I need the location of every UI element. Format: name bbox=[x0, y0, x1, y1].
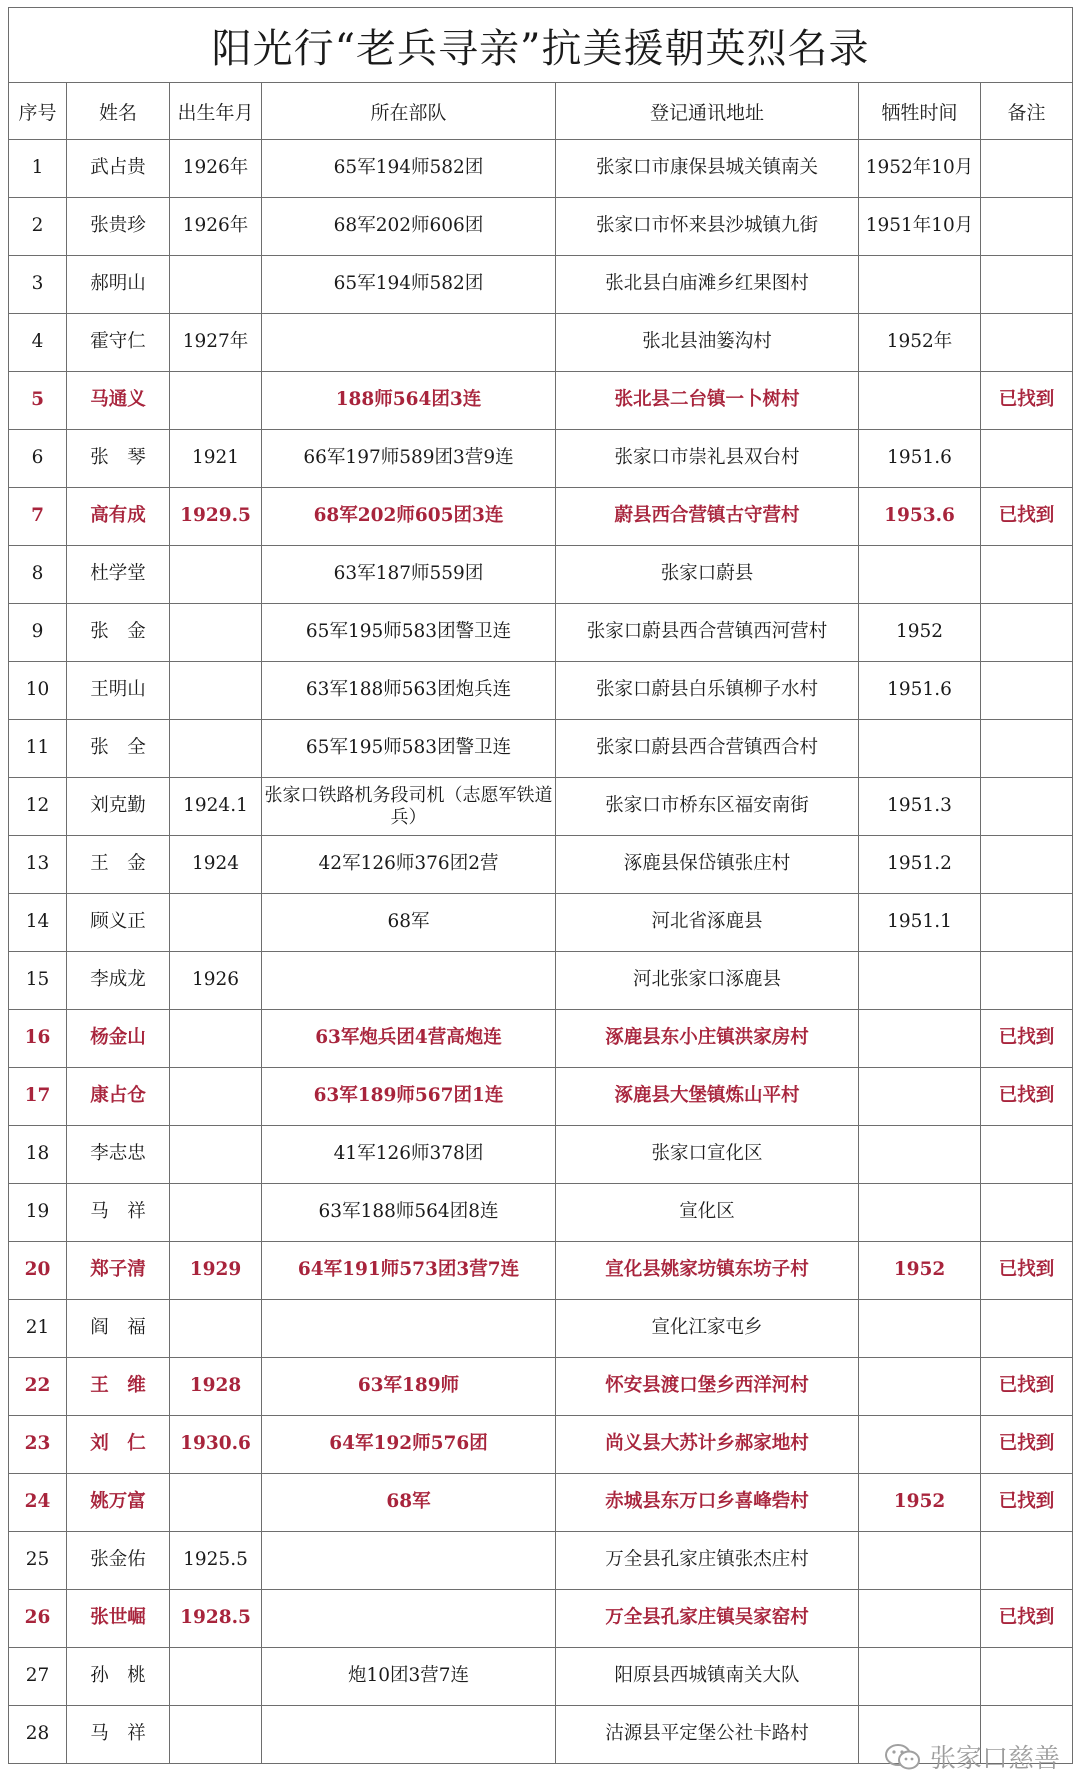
cell-unit bbox=[262, 952, 556, 1010]
table-row bbox=[9, 256, 1073, 314]
cell-note bbox=[981, 314, 1073, 372]
cell-no: 15 bbox=[9, 952, 67, 1010]
cell-note bbox=[981, 1648, 1073, 1706]
cell-death bbox=[859, 372, 981, 430]
cell-death: 1951.1 bbox=[859, 894, 981, 952]
cell-birth bbox=[170, 604, 262, 662]
cell-address: 张家口蔚县西合营镇西合村 bbox=[556, 720, 859, 778]
cell-name: 郑子清 bbox=[67, 1242, 170, 1300]
cell-unit: 188师564团3连 bbox=[262, 372, 556, 430]
roster-body bbox=[9, 140, 1073, 1764]
cell-name: 张 琴 bbox=[67, 430, 170, 488]
cell-name: 顾义正 bbox=[67, 894, 170, 952]
table-row bbox=[9, 894, 1073, 952]
cell-address: 宣化江家屯乡 bbox=[556, 1300, 859, 1358]
table-row bbox=[9, 1590, 1073, 1648]
cell-name: 阎 福 bbox=[67, 1300, 170, 1358]
table-row bbox=[9, 720, 1073, 778]
table-row bbox=[9, 778, 1073, 836]
cell-name: 张贵珍 bbox=[67, 198, 170, 256]
cell-birth: 1928.5 bbox=[170, 1590, 262, 1648]
header-unit: 所在部队 bbox=[262, 83, 556, 140]
table-row bbox=[9, 1126, 1073, 1184]
cell-address: 张家口市怀来县沙城镇九街 bbox=[556, 198, 859, 256]
header-no: 序号 bbox=[9, 83, 67, 140]
table-row bbox=[9, 430, 1073, 488]
cell-address: 张北县二台镇一卜树村 bbox=[556, 372, 859, 430]
cell-unit: 68军202师606团 bbox=[262, 198, 556, 256]
cell-no: 5 bbox=[9, 372, 67, 430]
table-row bbox=[9, 1358, 1073, 1416]
cell-note: 已找到 bbox=[981, 372, 1073, 430]
cell-name: 刘克勤 bbox=[67, 778, 170, 836]
cell-death bbox=[859, 1068, 981, 1126]
cell-birth bbox=[170, 1010, 262, 1068]
cell-name: 姚万富 bbox=[67, 1474, 170, 1532]
cell-no: 11 bbox=[9, 720, 67, 778]
cell-death: 1951.6 bbox=[859, 430, 981, 488]
cell-note: 已找到 bbox=[981, 488, 1073, 546]
cell-note bbox=[981, 198, 1073, 256]
cell-name: 张 全 bbox=[67, 720, 170, 778]
cell-birth bbox=[170, 894, 262, 952]
table-row bbox=[9, 488, 1073, 546]
cell-unit: 41军126师378团 bbox=[262, 1126, 556, 1184]
cell-death: 1952 bbox=[859, 604, 981, 662]
cell-birth bbox=[170, 1068, 262, 1126]
cell-birth bbox=[170, 720, 262, 778]
cell-no: 25 bbox=[9, 1532, 67, 1590]
cell-no: 1 bbox=[9, 140, 67, 198]
cell-name: 郝明山 bbox=[67, 256, 170, 314]
cell-no: 13 bbox=[9, 836, 67, 894]
cell-note: 已找到 bbox=[981, 1416, 1073, 1474]
cell-note bbox=[981, 430, 1073, 488]
cell-no: 14 bbox=[9, 894, 67, 952]
cell-death: 1951.2 bbox=[859, 836, 981, 894]
martyr-roster-table bbox=[8, 7, 1073, 1764]
header-note: 备注 bbox=[981, 83, 1073, 140]
table-row bbox=[9, 314, 1073, 372]
cell-name: 康占仓 bbox=[67, 1068, 170, 1126]
cell-death: 1951.6 bbox=[859, 662, 981, 720]
cell-note bbox=[981, 778, 1073, 836]
cell-address: 张家口市桥东区福安南街 bbox=[556, 778, 859, 836]
cell-address: 宣化县姚家坊镇东坊子村 bbox=[556, 1242, 859, 1300]
cell-birth: 1929.5 bbox=[170, 488, 262, 546]
cell-death bbox=[859, 1648, 981, 1706]
cell-death: 1951.3 bbox=[859, 778, 981, 836]
cell-death: 1952 bbox=[859, 1474, 981, 1532]
cell-death bbox=[859, 1010, 981, 1068]
cell-birth bbox=[170, 662, 262, 720]
cell-no: 4 bbox=[9, 314, 67, 372]
header-death: 牺牲时间 bbox=[859, 83, 981, 140]
cell-birth: 1930.6 bbox=[170, 1416, 262, 1474]
cell-no: 22 bbox=[9, 1358, 67, 1416]
cell-address: 河北张家口涿鹿县 bbox=[556, 952, 859, 1010]
header-name: 姓名 bbox=[67, 83, 170, 140]
cell-unit: 65军195师583团警卫连 bbox=[262, 604, 556, 662]
cell-death bbox=[859, 1590, 981, 1648]
watermark-text: 张家口慈善 bbox=[929, 1744, 1060, 1774]
cell-no: 17 bbox=[9, 1068, 67, 1126]
cell-birth bbox=[170, 1474, 262, 1532]
cell-birth: 1924.1 bbox=[170, 778, 262, 836]
cell-unit: 66军197师589团3营9连 bbox=[262, 430, 556, 488]
cell-birth bbox=[170, 1184, 262, 1242]
cell-unit: 68军 bbox=[262, 1474, 556, 1532]
cell-unit bbox=[262, 1590, 556, 1648]
cell-death bbox=[859, 546, 981, 604]
cell-no: 6 bbox=[9, 430, 67, 488]
cell-name: 王 金 bbox=[67, 836, 170, 894]
cell-note: 已找到 bbox=[981, 1474, 1073, 1532]
cell-birth bbox=[170, 372, 262, 430]
document-title: 阳光行“老兵寻亲”抗美援朝英烈名录 bbox=[9, 8, 1073, 83]
cell-birth bbox=[170, 546, 262, 604]
cell-name: 杜学堂 bbox=[67, 546, 170, 604]
cell-note bbox=[981, 604, 1073, 662]
cell-no: 24 bbox=[9, 1474, 67, 1532]
cell-name: 李成龙 bbox=[67, 952, 170, 1010]
cell-unit bbox=[262, 1300, 556, 1358]
cell-name: 马 祥 bbox=[67, 1706, 170, 1764]
cell-note: 已找到 bbox=[981, 1068, 1073, 1126]
cell-address: 宣化区 bbox=[556, 1184, 859, 1242]
cell-birth: 1926年 bbox=[170, 140, 262, 198]
cell-unit bbox=[262, 314, 556, 372]
cell-death: 1952年 bbox=[859, 314, 981, 372]
cell-death: 1952 bbox=[859, 1242, 981, 1300]
cell-note bbox=[981, 662, 1073, 720]
cell-birth bbox=[170, 1300, 262, 1358]
cell-note bbox=[981, 1184, 1073, 1242]
cell-note: 已找到 bbox=[981, 1010, 1073, 1068]
cell-no: 21 bbox=[9, 1300, 67, 1358]
cell-address: 张家口宣化区 bbox=[556, 1126, 859, 1184]
table-row bbox=[9, 1068, 1073, 1126]
cell-death: 1951年10月 bbox=[859, 198, 981, 256]
cell-no: 19 bbox=[9, 1184, 67, 1242]
cell-death bbox=[859, 256, 981, 314]
cell-no: 9 bbox=[9, 604, 67, 662]
cell-unit: 68军 bbox=[262, 894, 556, 952]
cell-note bbox=[981, 1126, 1073, 1184]
cell-no: 10 bbox=[9, 662, 67, 720]
cell-name: 张金佑 bbox=[67, 1532, 170, 1590]
cell-address: 张家口蔚县白乐镇柳子水村 bbox=[556, 662, 859, 720]
cell-unit: 42军126师376团2营 bbox=[262, 836, 556, 894]
cell-no: 12 bbox=[9, 778, 67, 836]
cell-no: 8 bbox=[9, 546, 67, 604]
cell-address: 赤城县东万口乡喜峰砦村 bbox=[556, 1474, 859, 1532]
cell-unit: 张家口铁路机务段司机（志愿军铁道兵） bbox=[262, 778, 556, 836]
cell-address: 万全县孔家庄镇吴家窑村 bbox=[556, 1590, 859, 1648]
cell-death bbox=[859, 1416, 981, 1474]
cell-note bbox=[981, 894, 1073, 952]
cell-unit: 65军194师582团 bbox=[262, 140, 556, 198]
cell-birth: 1925.5 bbox=[170, 1532, 262, 1590]
cell-name: 刘 仁 bbox=[67, 1416, 170, 1474]
cell-address: 张家口蔚县 bbox=[556, 546, 859, 604]
cell-address: 阳原县西城镇南关大队 bbox=[556, 1648, 859, 1706]
cell-address: 万全县孔家庄镇张杰庄村 bbox=[556, 1532, 859, 1590]
table-row bbox=[9, 1532, 1073, 1590]
header-birth: 出生年月 bbox=[170, 83, 262, 140]
cell-name: 张 金 bbox=[67, 604, 170, 662]
cell-address: 沽源县平定堡公社卡路村 bbox=[556, 1706, 859, 1764]
cell-birth: 1926年 bbox=[170, 198, 262, 256]
table-row bbox=[9, 1648, 1073, 1706]
cell-birth: 1929 bbox=[170, 1242, 262, 1300]
cell-note bbox=[981, 720, 1073, 778]
cell-note bbox=[981, 952, 1073, 1010]
cell-birth: 1921 bbox=[170, 430, 262, 488]
cell-address: 蔚县西合营镇古守营村 bbox=[556, 488, 859, 546]
cell-name: 武占贵 bbox=[67, 140, 170, 198]
table-row bbox=[9, 198, 1073, 256]
cell-unit: 64军192师576团 bbox=[262, 1416, 556, 1474]
table-row bbox=[9, 140, 1073, 198]
cell-no: 2 bbox=[9, 198, 67, 256]
cell-unit: 68军202师605团3连 bbox=[262, 488, 556, 546]
cell-address: 涿鹿县大堡镇炼山平村 bbox=[556, 1068, 859, 1126]
cell-note: 已找到 bbox=[981, 1358, 1073, 1416]
cell-death bbox=[859, 720, 981, 778]
table-row bbox=[9, 1184, 1073, 1242]
cell-name: 王明山 bbox=[67, 662, 170, 720]
cell-unit: 63军188师564团8连 bbox=[262, 1184, 556, 1242]
cell-no: 18 bbox=[9, 1126, 67, 1184]
table-row bbox=[9, 1300, 1073, 1358]
cell-name: 马 祥 bbox=[67, 1184, 170, 1242]
cell-name: 孙 桃 bbox=[67, 1648, 170, 1706]
cell-unit: 63军188师563团炮兵连 bbox=[262, 662, 556, 720]
cell-address: 张北县白庙滩乡红果图村 bbox=[556, 256, 859, 314]
cell-note bbox=[981, 140, 1073, 198]
cell-unit: 63军炮兵团4营高炮连 bbox=[262, 1010, 556, 1068]
cell-unit: 63军189师 bbox=[262, 1358, 556, 1416]
table-row bbox=[9, 836, 1073, 894]
cell-no: 3 bbox=[9, 256, 67, 314]
cell-death bbox=[859, 1184, 981, 1242]
cell-note bbox=[981, 1532, 1073, 1590]
table-row bbox=[9, 372, 1073, 430]
cell-birth: 1927年 bbox=[170, 314, 262, 372]
table-row bbox=[9, 1474, 1073, 1532]
cell-no: 23 bbox=[9, 1416, 67, 1474]
cell-name: 王 维 bbox=[67, 1358, 170, 1416]
cell-no: 28 bbox=[9, 1706, 67, 1764]
table-row bbox=[9, 1242, 1073, 1300]
cell-address: 张家口蔚县西合营镇西河营村 bbox=[556, 604, 859, 662]
cell-name: 张世崛 bbox=[67, 1590, 170, 1648]
cell-birth bbox=[170, 1126, 262, 1184]
cell-name: 马通义 bbox=[67, 372, 170, 430]
header-row bbox=[9, 83, 1073, 140]
cell-address: 张北县油篓沟村 bbox=[556, 314, 859, 372]
cell-birth bbox=[170, 256, 262, 314]
cell-no: 20 bbox=[9, 1242, 67, 1300]
header-address: 登记通讯地址 bbox=[556, 83, 859, 140]
cell-address: 尚义县大苏计乡郝家地村 bbox=[556, 1416, 859, 1474]
cell-unit: 63军187师559团 bbox=[262, 546, 556, 604]
cell-birth: 1924 bbox=[170, 836, 262, 894]
cell-death bbox=[859, 952, 981, 1010]
table-row bbox=[9, 1010, 1073, 1068]
cell-death bbox=[859, 1126, 981, 1184]
cell-name: 霍守仁 bbox=[67, 314, 170, 372]
cell-name: 李志忠 bbox=[67, 1126, 170, 1184]
cell-note bbox=[981, 546, 1073, 604]
cell-note bbox=[981, 1300, 1073, 1358]
cell-unit: 炮10团3营7连 bbox=[262, 1648, 556, 1706]
cell-note bbox=[981, 256, 1073, 314]
cell-name: 杨金山 bbox=[67, 1010, 170, 1068]
cell-death: 1953.6 bbox=[859, 488, 981, 546]
cell-note bbox=[981, 836, 1073, 894]
table-row bbox=[9, 662, 1073, 720]
cell-unit bbox=[262, 1706, 556, 1764]
cell-unit: 65军195师583团警卫连 bbox=[262, 720, 556, 778]
cell-no: 16 bbox=[9, 1010, 67, 1068]
cell-no: 26 bbox=[9, 1590, 67, 1648]
cell-address: 张家口市康保县城关镇南关 bbox=[556, 140, 859, 198]
wechat-icon bbox=[884, 1743, 922, 1771]
cell-death: 1952年10月 bbox=[859, 140, 981, 198]
cell-no: 7 bbox=[9, 488, 67, 546]
cell-unit bbox=[262, 1532, 556, 1590]
cell-name: 高有成 bbox=[67, 488, 170, 546]
cell-address: 涿鹿县保岱镇张庄村 bbox=[556, 836, 859, 894]
cell-death bbox=[859, 1532, 981, 1590]
watermark bbox=[884, 1738, 1060, 1775]
cell-address: 张家口市崇礼县双台村 bbox=[556, 430, 859, 488]
table-row bbox=[9, 604, 1073, 662]
cell-unit: 65军194师582团 bbox=[262, 256, 556, 314]
cell-unit: 64军191师573团3营7连 bbox=[262, 1242, 556, 1300]
cell-address: 河北省涿鹿县 bbox=[556, 894, 859, 952]
cell-birth bbox=[170, 1648, 262, 1706]
table-row bbox=[9, 1416, 1073, 1474]
cell-birth bbox=[170, 1706, 262, 1764]
cell-death bbox=[859, 1300, 981, 1358]
cell-note: 已找到 bbox=[981, 1590, 1073, 1648]
table-row bbox=[9, 546, 1073, 604]
cell-unit: 63军189师567团1连 bbox=[262, 1068, 556, 1126]
cell-birth: 1928 bbox=[170, 1358, 262, 1416]
cell-death bbox=[859, 1358, 981, 1416]
cell-address: 涿鹿县东小庄镇洪家房村 bbox=[556, 1010, 859, 1068]
cell-address: 怀安县渡口堡乡西洋河村 bbox=[556, 1358, 859, 1416]
cell-no: 27 bbox=[9, 1648, 67, 1706]
cell-note: 已找到 bbox=[981, 1242, 1073, 1300]
cell-birth: 1926 bbox=[170, 952, 262, 1010]
table-row bbox=[9, 952, 1073, 1010]
